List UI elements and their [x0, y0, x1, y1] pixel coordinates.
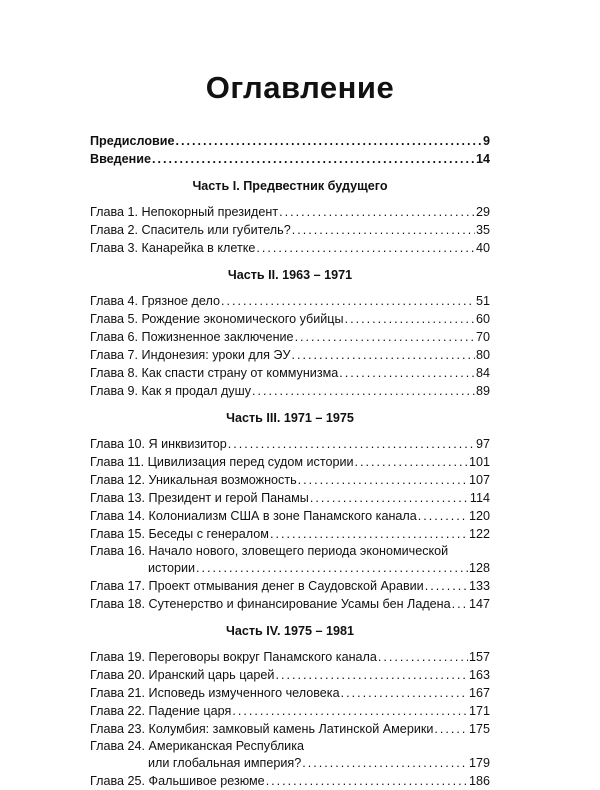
dot-leader — [295, 328, 475, 346]
front-matter-title: Предисловие — [90, 134, 175, 148]
chapter-title: Канарейка в клетке — [141, 241, 256, 255]
chapter-number: Глава 1. — [90, 205, 139, 219]
entry-label — [90, 720, 433, 738]
dot-leader — [434, 720, 468, 738]
chapter-title: Пожизненное заключение — [141, 330, 294, 344]
toc-entry[interactable] — [90, 648, 490, 666]
chapter-title: Рождение экономического убийцы — [141, 312, 344, 326]
toc-entry[interactable] — [90, 489, 490, 507]
page-number: 80 — [475, 348, 490, 362]
page-number: 40 — [475, 241, 490, 255]
chapter-number: Глава 2. — [90, 223, 139, 237]
chapter-title: Переговоры вокруг Панамского канала — [148, 650, 377, 664]
toc-entry[interactable] — [90, 132, 490, 150]
dot-leader — [221, 292, 475, 310]
chapter-title: Беседы с генералом — [148, 527, 269, 541]
entry-label — [90, 239, 255, 257]
page-number: 171 — [468, 704, 490, 718]
chapter-number: Глава 13. — [90, 491, 146, 505]
page-number: 186 — [468, 774, 490, 788]
chapter-number: Глава 7. — [90, 348, 139, 362]
dot-leader — [228, 435, 475, 453]
part-heading: Часть II. 1963 – 1971 — [227, 268, 353, 282]
chapter-title: Проект отмывания денег в Саудовской Аравии — [148, 579, 424, 593]
entry-label — [90, 489, 309, 507]
chapter-title: Иранский царь царей — [148, 668, 275, 682]
toc-entry[interactable] — [90, 507, 490, 525]
toc-entry[interactable] — [90, 738, 490, 755]
toc-entry[interactable] — [90, 577, 490, 595]
part-heading: Часть III. 1971 – 1975 — [226, 411, 354, 425]
chapter-number: Глава 20. — [90, 668, 146, 682]
chapter-title: Как спасти страну от коммунизма — [141, 366, 339, 380]
dot-leader — [425, 577, 468, 595]
entry-label — [90, 525, 269, 543]
dot-leader — [302, 754, 468, 772]
page-number: 70 — [475, 330, 490, 344]
toc-entry[interactable] — [90, 239, 490, 257]
dot-leader — [256, 239, 475, 257]
chapter-number: Глава 12. — [90, 473, 146, 487]
chapter-number: Глава 5. — [90, 312, 139, 326]
dot-leader — [196, 559, 468, 577]
dot-leader — [310, 489, 469, 507]
chapter-number: Глава 15. — [90, 527, 146, 541]
page-number: 120 — [468, 509, 490, 523]
entry-label — [90, 666, 274, 684]
toc-entry[interactable] — [90, 310, 490, 328]
chapter-title: Падение царя — [148, 704, 232, 718]
dot-leader — [452, 595, 468, 613]
entry-label — [90, 453, 354, 471]
toc-entry[interactable] — [90, 382, 490, 400]
toc-entry[interactable] — [90, 543, 490, 560]
dot-leader — [232, 702, 468, 720]
front-matter-title: Введение — [90, 152, 152, 166]
page-number: 29 — [475, 205, 490, 219]
entry-label — [90, 702, 231, 720]
chapter-number: Глава 6. — [90, 330, 139, 344]
part-heading: Часть I. Предвестник будущего — [192, 179, 388, 193]
entry-label — [90, 648, 377, 666]
chapter-title: Грязное дело — [141, 294, 220, 308]
dot-leader — [279, 203, 475, 221]
entry-label — [90, 435, 227, 453]
page-number: 35 — [475, 223, 490, 237]
entry-label — [90, 346, 290, 364]
page-number: 167 — [468, 686, 490, 700]
toc-entry[interactable] — [90, 595, 490, 613]
chapter-title: Спаситель или губитель? — [141, 223, 291, 237]
entry-label — [90, 382, 251, 400]
page-number: 114 — [469, 491, 490, 505]
chapter-number: Глава 21. — [90, 686, 146, 700]
entry-label — [90, 221, 291, 239]
dot-leader — [266, 772, 468, 790]
dot-leader — [378, 648, 468, 666]
page-number: 133 — [468, 579, 490, 593]
toc-entry[interactable] — [90, 292, 490, 310]
toc-entry[interactable] — [90, 720, 490, 738]
entry-label — [90, 543, 448, 560]
chapter-title: Фальшивое резюме — [148, 774, 265, 788]
entry-label — [90, 772, 265, 790]
dot-leader — [292, 221, 475, 239]
dot-leader — [355, 453, 468, 471]
entry-label — [90, 577, 424, 595]
toc-entry[interactable] — [90, 435, 490, 453]
toc-entry[interactable] — [90, 328, 490, 346]
dot-leader — [275, 666, 468, 684]
toc-entry[interactable] — [90, 346, 490, 364]
chapter-number: Глава 14. — [90, 509, 146, 523]
toc-entry[interactable] — [90, 221, 490, 239]
chapter-title: Президент и герой Панамы — [148, 491, 309, 505]
chapter-title: Сутенерство и финансирование Усамы бен Ладена — [148, 597, 451, 611]
dot-leader — [418, 507, 468, 525]
dot-leader — [252, 382, 475, 400]
dot-leader — [345, 310, 475, 328]
toc-entry[interactable] — [90, 772, 490, 790]
dot-leader — [298, 471, 468, 489]
page-number: 147 — [468, 597, 490, 611]
dot-leader — [341, 684, 468, 702]
toc-entry[interactable] — [90, 559, 490, 577]
dot-leader — [291, 346, 475, 364]
chapter-number: Глава 19. — [90, 650, 146, 664]
chapter-number: Глава 17. — [90, 579, 146, 593]
entry-label — [90, 150, 151, 168]
toc-entry[interactable] — [90, 453, 490, 471]
chapter-title: Непокорный президент — [141, 205, 279, 219]
entry-label — [90, 738, 304, 755]
dot-leader — [176, 132, 482, 150]
page-number: 9 — [482, 134, 490, 148]
page-number: 60 — [475, 312, 490, 326]
chapter-title: Цивилизация перед судом истории — [147, 455, 354, 469]
chapter-title: Американская Республика — [148, 739, 305, 753]
toc-entry[interactable] — [90, 666, 490, 684]
entry-label — [90, 203, 278, 221]
chapter-title: Начало нового, зловещего периода экономической — [148, 544, 449, 558]
page-number: 157 — [468, 650, 490, 664]
chapter-title: Колониализм США в зоне Панамского канала — [148, 509, 417, 523]
dot-leader — [270, 525, 468, 543]
toc-entry[interactable] — [90, 203, 490, 221]
dot-leader — [152, 150, 475, 168]
page-number: 14 — [475, 152, 490, 166]
chapter-title-continued: истории — [148, 561, 196, 575]
chapter-number: Глава 8. — [90, 366, 139, 380]
entry-label — [148, 754, 301, 772]
page-number: 175 — [468, 722, 490, 736]
page-number: 122 — [468, 527, 490, 541]
part-heading: Часть IV. 1975 – 1981 — [225, 624, 355, 638]
chapter-number: Глава 24. — [90, 739, 146, 753]
entry-label — [90, 595, 451, 613]
chapter-title: Как я продал душу — [141, 384, 251, 398]
chapter-title: Индонезия: уроки для ЭУ — [141, 348, 291, 362]
page-number: 128 — [468, 561, 490, 575]
page-number: 97 — [475, 437, 490, 451]
entry-label — [90, 684, 340, 702]
chapter-title: Исповедь измученного человека — [148, 686, 340, 700]
page-number: 51 — [475, 294, 490, 308]
table-of-contents — [90, 132, 490, 790]
chapter-number: Глава 25. — [90, 774, 146, 788]
chapter-title: Колумбия: замковый камень Латинской Америки — [148, 722, 434, 736]
toc-entry[interactable] — [90, 471, 490, 489]
entry-label — [90, 328, 294, 346]
chapter-number: Глава 18. — [90, 597, 146, 611]
chapter-title-continued: или глобальная империя? — [148, 756, 302, 770]
page-number: 107 — [468, 473, 490, 487]
entry-label — [90, 292, 220, 310]
chapter-number: Глава 9. — [90, 384, 139, 398]
page-number: 179 — [468, 756, 490, 770]
chapter-title: Я инквизитор — [148, 437, 227, 451]
chapter-number: Глава 11. — [90, 455, 145, 469]
toc-entry[interactable] — [90, 150, 490, 168]
toc-entry[interactable] — [90, 364, 490, 382]
page-number: 163 — [468, 668, 490, 682]
toc-entry[interactable] — [90, 684, 490, 702]
page-title: Оглавление — [205, 70, 395, 105]
page-number: 101 — [468, 455, 490, 469]
entry-label — [148, 559, 195, 577]
dot-leader — [339, 364, 475, 382]
entry-label — [90, 310, 344, 328]
chapter-title: Уникальная возможность — [148, 473, 297, 487]
chapter-number: Глава 22. — [90, 704, 146, 718]
chapter-number: Глава 3. — [90, 241, 139, 255]
page-number: 84 — [475, 366, 490, 380]
entry-label — [90, 507, 417, 525]
entry-label — [90, 132, 175, 150]
entry-label — [90, 471, 297, 489]
chapter-number: Глава 23. — [90, 722, 146, 736]
chapter-number: Глава 10. — [90, 437, 146, 451]
chapter-number: Глава 4. — [90, 294, 139, 308]
chapter-number: Глава 16. — [90, 544, 146, 558]
entry-label — [90, 364, 338, 382]
page-number: 89 — [475, 384, 490, 398]
toc-entry[interactable] — [90, 702, 490, 720]
toc-entry[interactable] — [90, 754, 490, 772]
toc-entry[interactable] — [90, 525, 490, 543]
